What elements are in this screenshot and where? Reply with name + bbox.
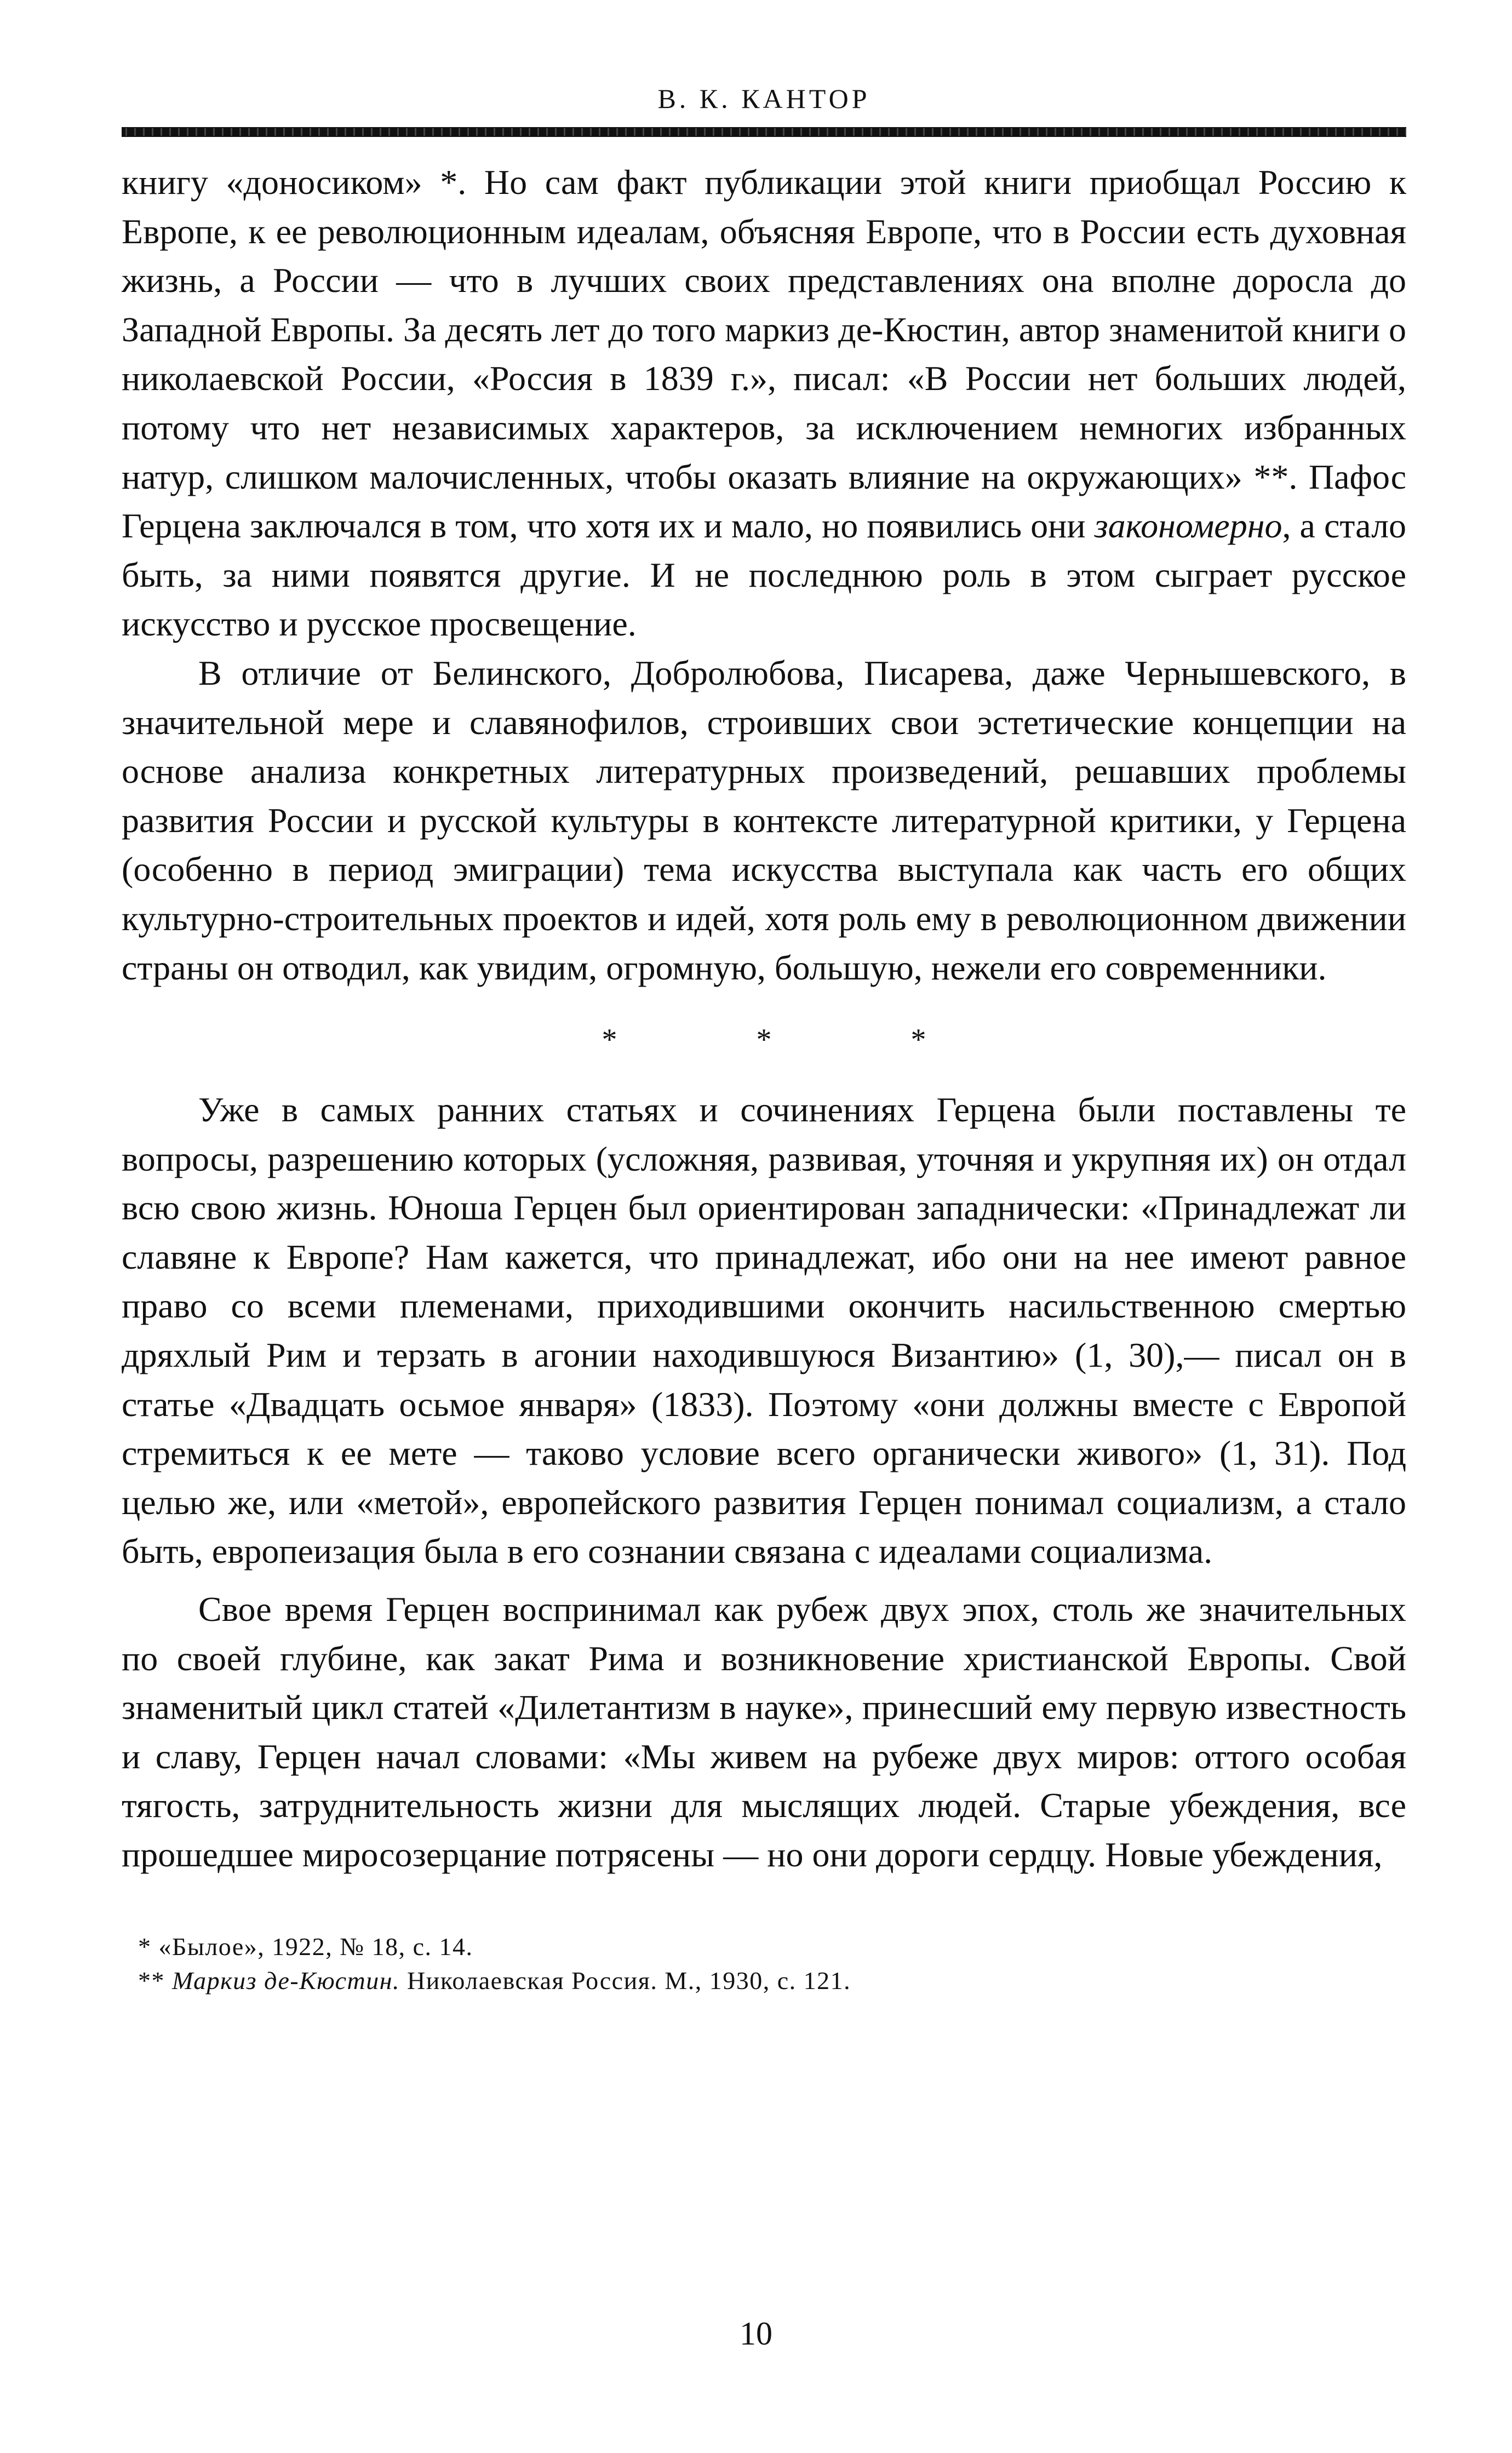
paragraph-1-emphasis: закономерно (1094, 506, 1282, 546)
footnote-2 (122, 1964, 1406, 1998)
footnote-2-text: Николаевская Россия. М., 1930, с. 121. (407, 1966, 851, 1995)
page-number: 10 (740, 2316, 772, 2352)
paragraph-1-part-a: книгу «доносиком» *. Но сам факт публикации этой книги приобщал Россию к Европе, к ее революционным идеалам, объясняя Европе, что в России есть духовная жизнь, а России — что в лучших своих представлениях она вполне доросла до Западной Европы. За десять лет до того маркиз де-Кюстин, автор знаменитой книги о николаевской России, «Россия в 1839 г.», писал: «В России нет больших людей, потому что нет независимых характеров, за исключением немногих избранных натур, слишком малочисленных, чтобы оказать влияние на окружающих» **. Пафос Герцена заключался в том, что хотя их и мало, но появились они (122, 163, 1406, 546)
paragraph-2: В отличие от Белинского, Добролюбова, Писарева, даже Чернышевского, в значительной мере и славянофилов, строивших свои эстетические концепции на основе анализа конкретных литературных произведений, решавших проблемы развития России и русской культуры в контексте литературной критики, у Герцена (особенно в период эмиграции) тема искусства выступала как часть его общих культурно-строительных проектов и идей, хотя роль ему в революционном движении страны он отводил, как увидим, огромную, большую, нежели его современники. (122, 653, 1406, 987)
paragraph-3: Уже в самых ранних статьях и сочинениях Герцена были поставлены те вопросы, разрешению которых (усложняя, развивая, уточняя и укрупняя их) он отдал всю свою жизнь. Юноша Герцен был ориентирован западнически: «Принадлежат ли славяне к Европе? Нам кажется, что принадлежат, ибо они на нее имеют равное право со всеми племенами, приходившими окончить насильственною смертью дряхлый Рим и терзать в агонии находившуюся Византию» (1, 30),— писал он в статье «Двадцать осьмое января» (1833). Поэтому «они должны вместе с Европой стремиться к ее мете — таково условие всего органически живого» (1, 31). Под целью же, или «метой», европейского развития Герцен понимал социализм, а стало быть, европеизация была в его сознании связана с идеалами социализма. (122, 1090, 1406, 1571)
footnote-2-mark: ** (138, 1966, 165, 1995)
footnote-1 (122, 1930, 1406, 1964)
page (122, 82, 1406, 1998)
footnote-2-author: Маркиз де-Кюстин. (172, 1966, 400, 1995)
running-head: В. К. КАНТОР (657, 83, 870, 114)
paragraph-1-part-b: , а стало быть, за ними появятся другие. И не последнюю роль в этом сыграет русское искусство и русское просвещение. (122, 506, 1407, 644)
paragraph-1 (122, 158, 1406, 649)
section-separator: * * * (602, 1023, 992, 1057)
footnotes (122, 1930, 1406, 1998)
footnote-1-text: «Былое», 1922, № 18, с. 14. (158, 1932, 473, 1961)
body-text (122, 158, 1406, 1879)
header-rule (122, 127, 1406, 137)
footnote-1-mark: * (138, 1932, 152, 1961)
paragraph-4: Свое время Герцен воспринимал как рубеж двух эпох, столь же значительных по своей глубине, как закат Рима и возникновение христианской Европы. Свой знаменитый цикл статей «Дилетантизм в науке», принесший ему первую известность и славу, Герцен начал словами: «Мы живем на рубеже двух миров: оттого особая тягость, затруднительность жизни для мыслящих людей. Старые убеждения, все прошедшее миросозерцание потрясены — но они дороги сердцу. Новые убеждения, (122, 1590, 1406, 1874)
